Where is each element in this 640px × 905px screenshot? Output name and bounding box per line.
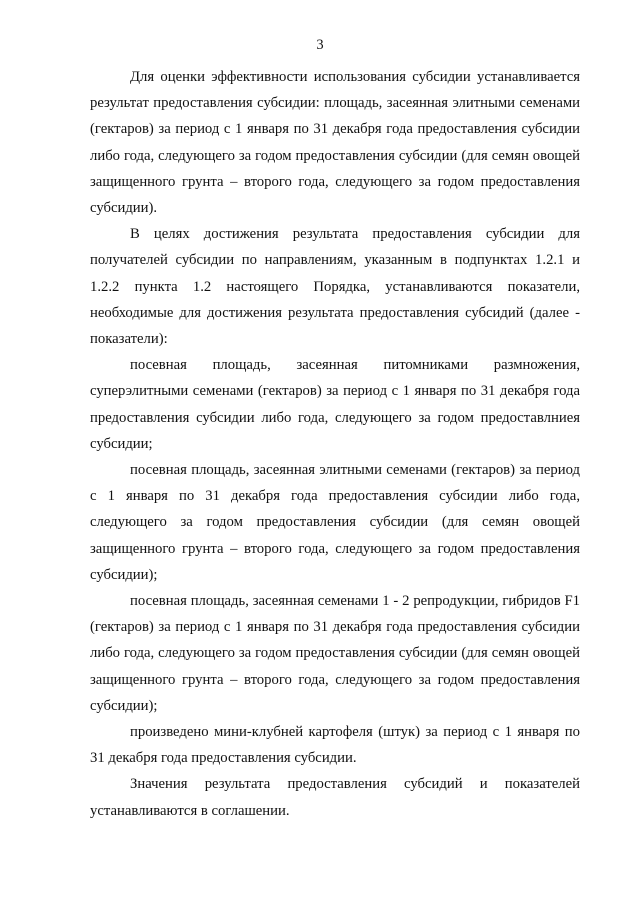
paragraph-indicator-minitubers: произведено мини-клубней картофеля (штук) за период с 1 января по 31 декабря года предоставления субсидии. xyxy=(90,724,580,767)
paragraph-result-definition: Для оценки эффективности использования субсидии устанавливается результат предоставления субсидии: площадь, засеянная элитными семенами (гектаров) за период с 1 января по 31 декабря года предоставления субсидии либо года, следующего за годом предоставления субсидии (для семян овощей защищенного грунта – второго года, следующего за годом предоставления субсидии). xyxy=(90,69,580,217)
paragraph-indicator-elite-area: посевная площадь, засеянная элитными семенами (гектаров) за период с 1 января по 31 декабря года предоставления субсидии либо года, следующего за годом предоставления субсидии (для семян овощей защищенного грунта – второго года, следующего за годом предоставления субсидии); xyxy=(90,462,580,583)
paragraph-indicator-nursery-area: посевная площадь, засеянная питомниками размножения, суперэлитными семенами (гектаров) за период с 1 января по 31 декабря года предоставления субсидии либо года, следующего за годом предоставлниея субсидии; xyxy=(90,357,580,452)
paragraph-indicators-intro: В целях достижения результата предоставления субсидии для получателей субсидии по направлениям, указанным в подпунктах 1.2.1 и 1.2.2 пункта 1.2 настоящего Порядка, устанавливаются показатели, необходимые для достижения результата предоставления субсидий (далее - показатели): xyxy=(90,226,580,348)
paragraph-agreement: Значения результата предоставления субсидий и показателей устанавливаются в соглашении. xyxy=(90,776,580,819)
page-number: 3 xyxy=(316,37,324,53)
paragraph-indicator-reproduction-area: посевная площадь, засеянная семенами 1 - 2 репродукции, гибридов F1 (гектаров) за период с 1 января по 31 декабря года предоставления субсидии либо года, следующего за годом предоставления субсидии (для семян овощей защищенного грунта – второго года, следующего за годом предоставления субсидии); xyxy=(90,593,580,714)
document-body xyxy=(90,64,580,824)
